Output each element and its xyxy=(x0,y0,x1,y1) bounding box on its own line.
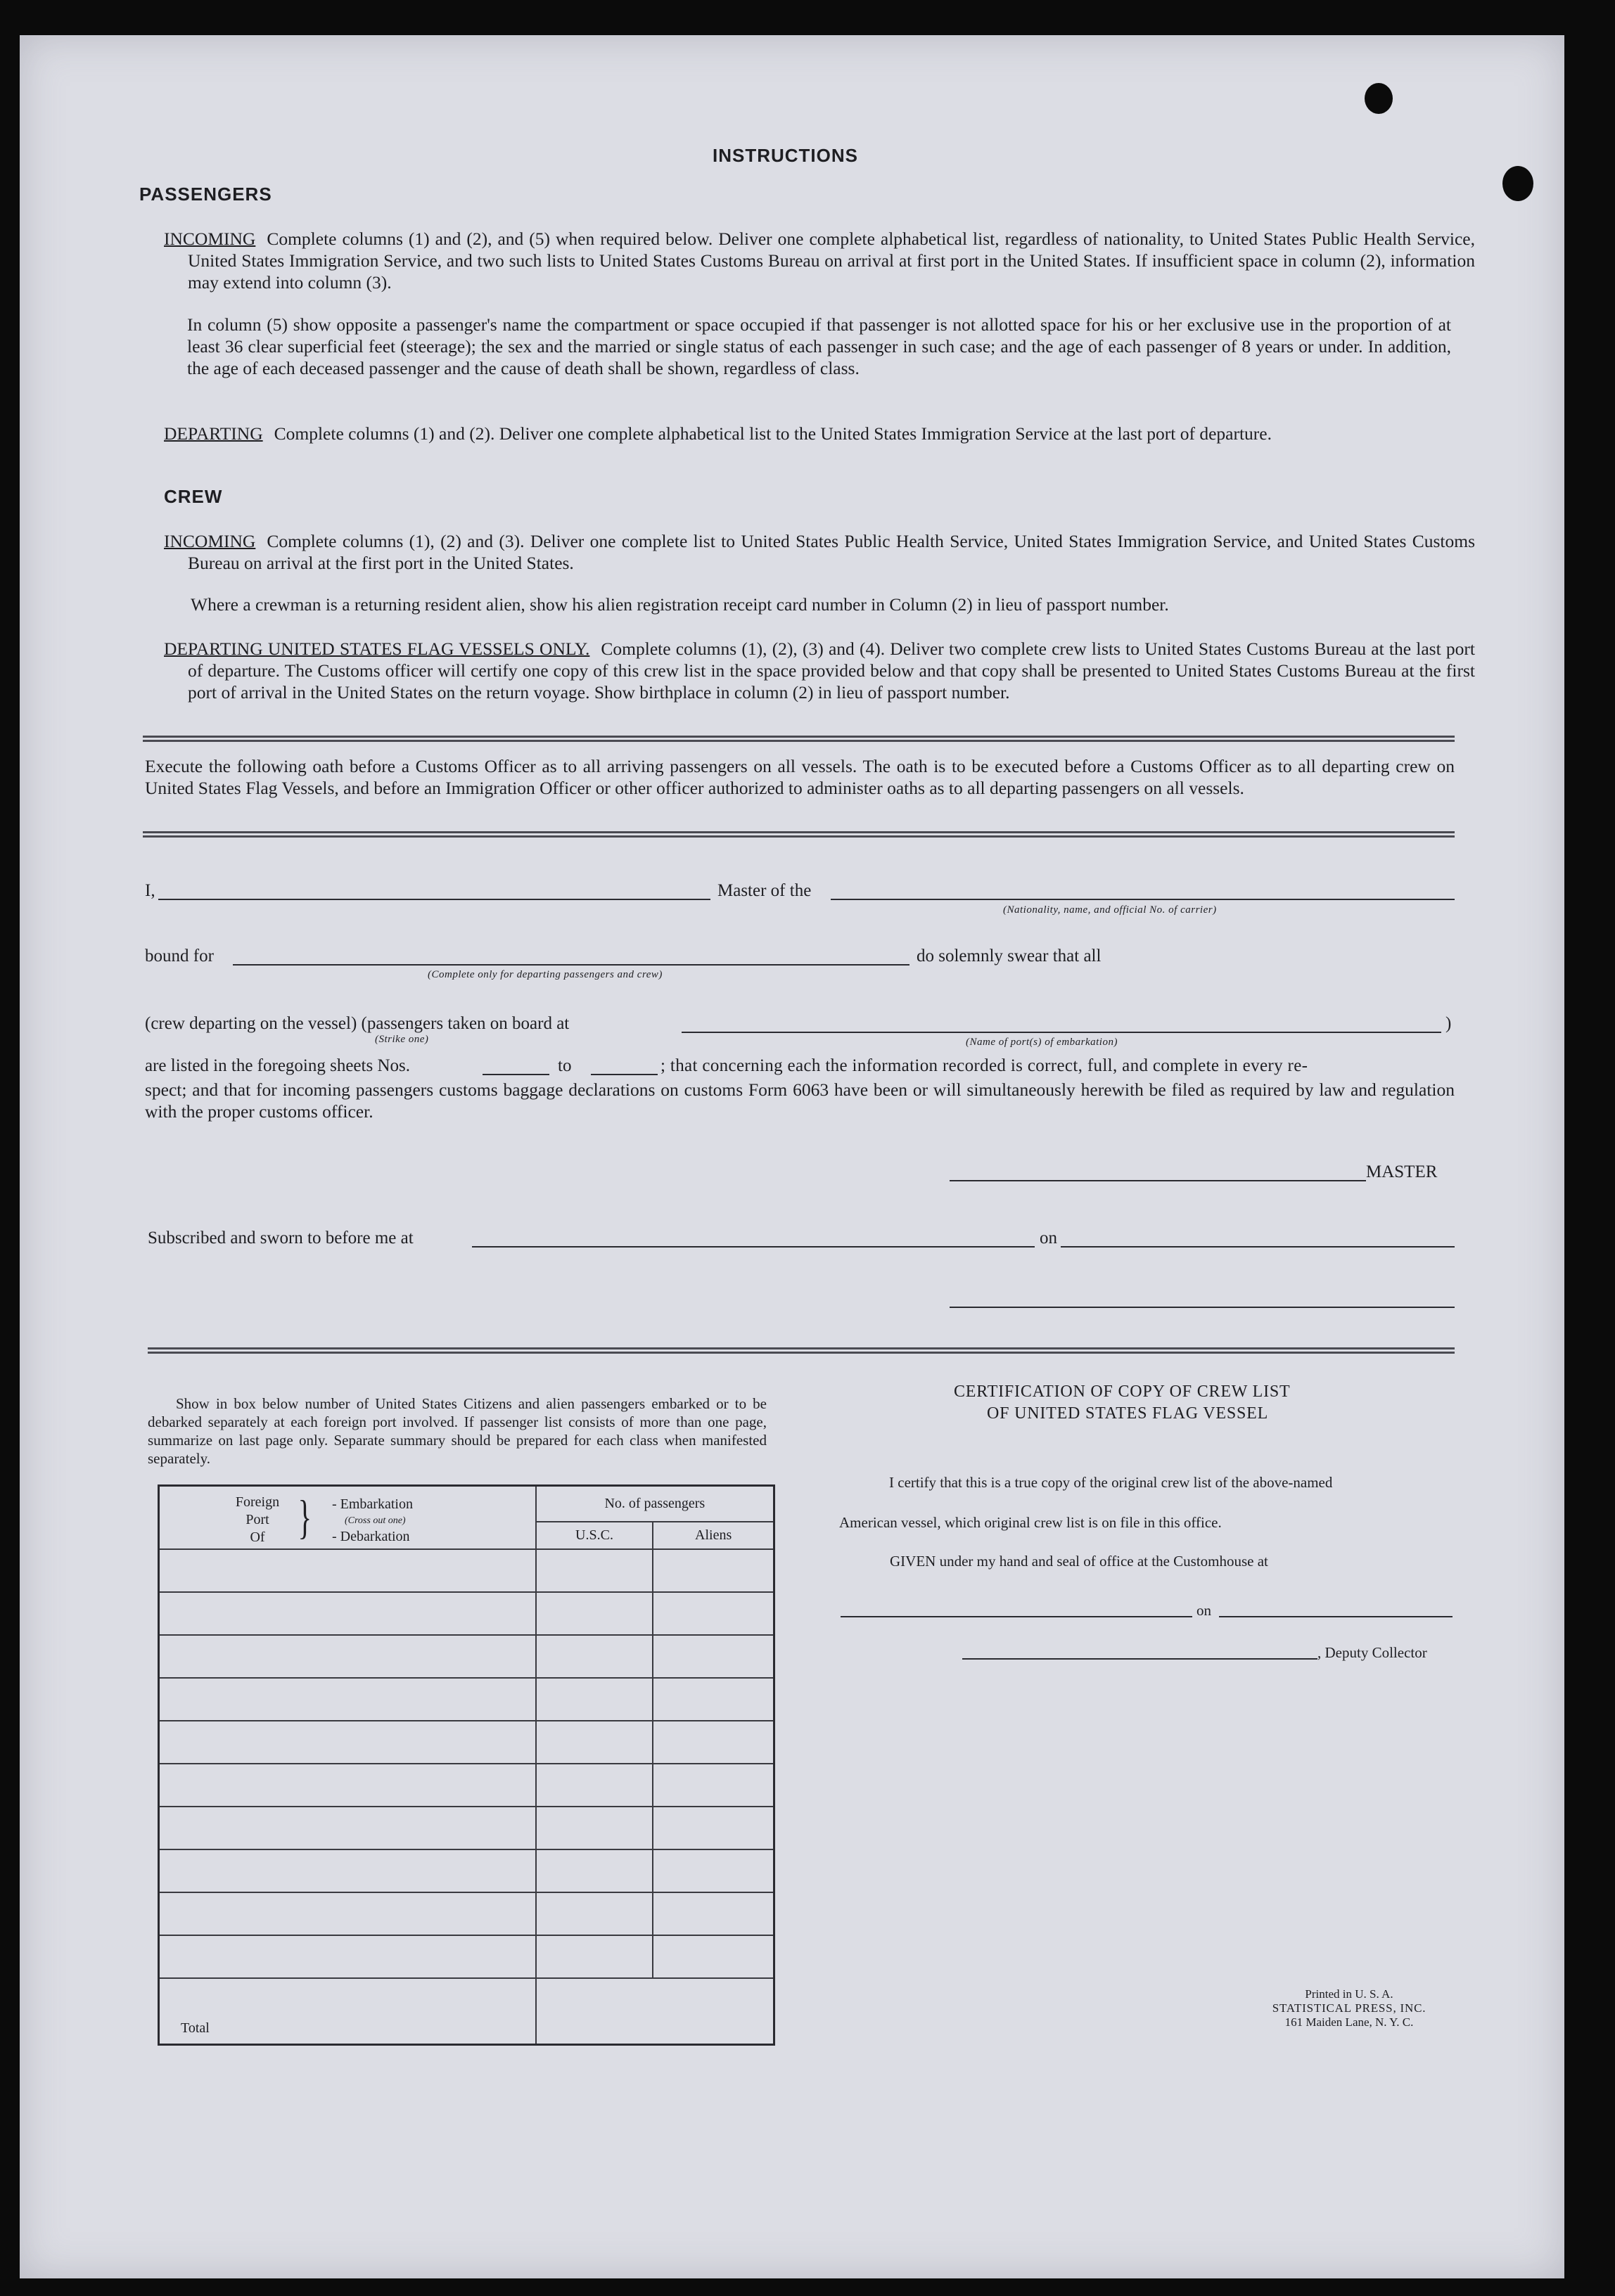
certification-title-line1: CERTIFICATION OF COPY OF CREW LIST xyxy=(954,1383,1291,1401)
divider xyxy=(148,1347,1455,1354)
table-row xyxy=(159,1721,774,1764)
port-caption: (Name of port(s) of embarkation) xyxy=(966,1037,1118,1048)
certify-line1: I certify that this is a true copy of the original crew list of the above-named xyxy=(889,1474,1333,1491)
aliens-cell[interactable] xyxy=(653,1592,774,1635)
crew-incoming-text: Complete columns (1), (2) and (3). Deliver one complete list to United States Public Health Service, United States Immigration Service, and United States Customs Bureau on arrival at the first port in the United States. xyxy=(188,531,1475,573)
punch-hole xyxy=(1502,166,1533,201)
aliens-cell[interactable] xyxy=(653,1678,774,1721)
divider xyxy=(143,831,1455,838)
master-name-field[interactable] xyxy=(158,899,710,900)
embarkation-label: - Embarkation xyxy=(332,1496,413,1512)
total-usc-cell[interactable] xyxy=(536,1978,653,2045)
aliens-cell[interactable] xyxy=(653,1935,774,1978)
table-row xyxy=(159,1892,774,1935)
table-row xyxy=(159,1678,774,1721)
table-row xyxy=(159,1807,774,1849)
passengers-departing-paragraph xyxy=(164,423,1475,444)
listed-prefix: are listed in the foregoing sheets Nos. xyxy=(145,1056,410,1075)
bound-for-label: bound for xyxy=(145,947,214,966)
subscribed-date-field[interactable] xyxy=(1061,1246,1455,1248)
aliens-cell[interactable] xyxy=(653,1635,774,1678)
bound-caption: (Complete only for departing passengers and crew) xyxy=(428,969,663,980)
usc-cell[interactable] xyxy=(536,1764,653,1807)
crew-heading: CREW xyxy=(164,486,223,507)
certify-date-field[interactable] xyxy=(1219,1616,1453,1617)
subscribed-on-label: on xyxy=(1040,1229,1057,1248)
carrier-caption: (Nationality, name, and official No. of carrier) xyxy=(1003,904,1217,916)
aliens-cell[interactable] xyxy=(653,1892,774,1935)
usc-header: U.S.C. xyxy=(536,1522,653,1549)
port-cell[interactable] xyxy=(159,1892,536,1935)
port-header-cell xyxy=(159,1486,536,1549)
port-cell[interactable] xyxy=(159,1764,536,1807)
sheet-from-field[interactable] xyxy=(483,1074,549,1075)
listed-suffix: ; that concerning each the information recorded is correct, full, and complete in every re- xyxy=(660,1056,1308,1075)
port-cell[interactable] xyxy=(159,1935,536,1978)
carrier-field[interactable] xyxy=(831,899,1455,900)
summary-instructions: Show in box below number of United States Citizens and alien passengers embarked or to be debarked separately at each foreign port involved. If passenger list consists of more than one page, summarize on last page only. Separate summary should be prepared for each class when manifested separately. xyxy=(148,1395,767,1467)
swear-text: do solemnly swear that all xyxy=(917,947,1102,966)
crew-incoming-paragraph xyxy=(164,530,1475,574)
certify-line2: American vessel, which original crew list is on file in this office. xyxy=(839,1514,1222,1531)
table-row xyxy=(159,1635,774,1678)
aliens-cell[interactable] xyxy=(653,1764,774,1807)
crew-departing-text: (crew departing on the vessel) (passengers taken on board at xyxy=(145,1014,570,1033)
total-row xyxy=(159,1978,774,2045)
passengers-incoming-text: Complete columns (1) and (2), and (5) when required below. Deliver one complete alphabetical list, regardless of nationality, to United States Public Health Service, United States Immigration Service, and two such lists to United States Customs Bureau on arrival at first port in the United States. If insufficient space in column (2), information may extend into column (3). xyxy=(188,229,1475,293)
master-label: MASTER xyxy=(1366,1162,1438,1181)
sheet-to-field[interactable] xyxy=(591,1074,658,1075)
passengers-departing-label: DEPARTING xyxy=(164,423,263,444)
total-label: Total xyxy=(159,1978,536,2045)
certify-on-label: on xyxy=(1196,1602,1211,1619)
port-label: Port xyxy=(245,1512,269,1527)
aliens-header: Aliens xyxy=(653,1522,774,1549)
usc-cell[interactable] xyxy=(536,1807,653,1849)
subscribed-place-field[interactable] xyxy=(472,1246,1035,1248)
embarkation-port-field[interactable] xyxy=(682,1032,1441,1033)
foreign-label: Foreign xyxy=(235,1494,280,1510)
certification-title-line2: OF UNITED STATES FLAG VESSEL xyxy=(987,1404,1269,1423)
port-cell[interactable] xyxy=(159,1849,536,1892)
total-aliens-cell[interactable] xyxy=(653,1978,774,2045)
passengers-column5-paragraph: In column (5) show opposite a passenger's name the compartment or space occupied if that passenger is not allotted space for his or her exclusive use in the proportion of at least 36 clear superficial feet (steerage); the sex and the married or single status of each passenger in such case; and the age of each passenger of 8 years or under. In addition, the age of each deceased passenger and the cause of death shall be shown, regardless of class. xyxy=(187,314,1451,378)
instructions-heading: INSTRUCTIONS xyxy=(713,145,858,166)
officer-signature-field[interactable] xyxy=(950,1307,1455,1308)
table-row xyxy=(159,1592,774,1635)
usc-cell[interactable] xyxy=(536,1592,653,1635)
table-row xyxy=(159,1549,774,1592)
listed-rest: spect; and that for incoming passengers customs baggage declarations on customs Form 6063 have been or will simultaneously herewith be filed as required by law and regulation with the proper customs officer. xyxy=(145,1079,1455,1122)
usc-cell[interactable] xyxy=(536,1678,653,1721)
debarkation-label: - Debarkation xyxy=(332,1529,410,1544)
bound-for-field[interactable] xyxy=(233,964,909,966)
punch-hole xyxy=(1365,83,1393,114)
customhouse-field[interactable] xyxy=(841,1616,1192,1617)
oath-intro: Execute the following oath before a Customs Officer as to all arriving passengers on all vessels. The oath is to be executed before a Customs Officer as to all departing crew on United States Flag Vessels, and before an Immigration Officer or other officer authorized to administer oaths as to all departing passengers on all vessels. xyxy=(145,756,1455,798)
passengers-incoming-label: INCOMING xyxy=(164,229,256,249)
crew-departing-paragraph xyxy=(164,638,1475,703)
crew-departing-text: Complete columns (1), (2), (3) and (4). Deliver two complete crew lists to United States Customs Bureau at the last port of departure. The Customs officer will certify one copy of this crew list in the space provided below and that copy shall be presented to United States Customs Bureau at the first port of arrival in the United States on the return voyage. Show birthplace in column (2) in lieu of passport number. xyxy=(188,639,1475,703)
printer-line1: Printed in U. S. A. xyxy=(1305,1987,1393,2001)
port-cell[interactable] xyxy=(159,1678,536,1721)
usc-cell[interactable] xyxy=(536,1635,653,1678)
usc-cell[interactable] xyxy=(536,1935,653,1978)
brace-icon: } xyxy=(298,1490,312,1544)
divider xyxy=(143,736,1455,742)
usc-cell[interactable] xyxy=(536,1849,653,1892)
deputy-signature-field[interactable] xyxy=(962,1658,1317,1660)
printer-imprint xyxy=(1244,1987,1455,2029)
close-paren: ) xyxy=(1445,1014,1452,1033)
master-of-label: Master of the xyxy=(717,881,812,900)
crew-departing-label: DEPARTING UNITED STATES FLAG VESSELS ONLY. xyxy=(164,639,590,659)
passenger-summary-table xyxy=(158,1484,775,2046)
oath-i-label: I, xyxy=(145,881,155,900)
usc-cell[interactable] xyxy=(536,1721,653,1764)
port-cell[interactable] xyxy=(159,1807,536,1849)
subscribed-label: Subscribed and sworn to before me at xyxy=(148,1229,414,1248)
to-label: to xyxy=(558,1056,572,1075)
table-row xyxy=(159,1935,774,1978)
aliens-cell[interactable] xyxy=(653,1807,774,1849)
port-cell[interactable] xyxy=(159,1592,536,1635)
table-row xyxy=(159,1849,774,1892)
strike-caption: (Strike one) xyxy=(375,1034,429,1045)
passengers-departing-text: Complete columns (1) and (2). Deliver one complete alphabetical list to the United States Immigration Service at the last port of departure. xyxy=(274,423,1272,444)
aliens-cell[interactable] xyxy=(653,1849,774,1892)
crew-incoming-label: INCOMING xyxy=(164,531,256,551)
printer-line2: STATISTICAL PRESS, INC. xyxy=(1272,2001,1426,2015)
port-cell[interactable] xyxy=(159,1549,536,1592)
usc-cell[interactable] xyxy=(536,1549,653,1592)
aliens-cell[interactable] xyxy=(653,1721,774,1764)
port-cell[interactable] xyxy=(159,1721,536,1764)
aliens-cell[interactable] xyxy=(653,1549,774,1592)
deputy-collector-label: , Deputy Collector xyxy=(1317,1644,1427,1661)
printer-line3: 161 Maiden Lane, N. Y. C. xyxy=(1284,2015,1414,2029)
passengers-heading: PASSENGERS xyxy=(139,184,272,205)
form-sheet xyxy=(20,35,1564,2278)
table-row xyxy=(159,1764,774,1807)
usc-cell[interactable] xyxy=(536,1892,653,1935)
port-cell[interactable] xyxy=(159,1635,536,1678)
crew-resident-paragraph: Where a crewman is a returning resident alien, show his alien registration receipt card number in Column (2) in lieu of passport number. xyxy=(191,594,1169,615)
passengers-header-cell: No. of passengers xyxy=(536,1486,774,1522)
passengers-incoming-paragraph xyxy=(164,228,1475,293)
of-label: Of xyxy=(250,1529,265,1545)
master-signature-field[interactable] xyxy=(950,1180,1366,1181)
cross-out-caption: (Cross out one) xyxy=(345,1515,406,1526)
certify-line3: GIVEN under my hand and seal of office at the Customhouse at xyxy=(890,1553,1268,1570)
